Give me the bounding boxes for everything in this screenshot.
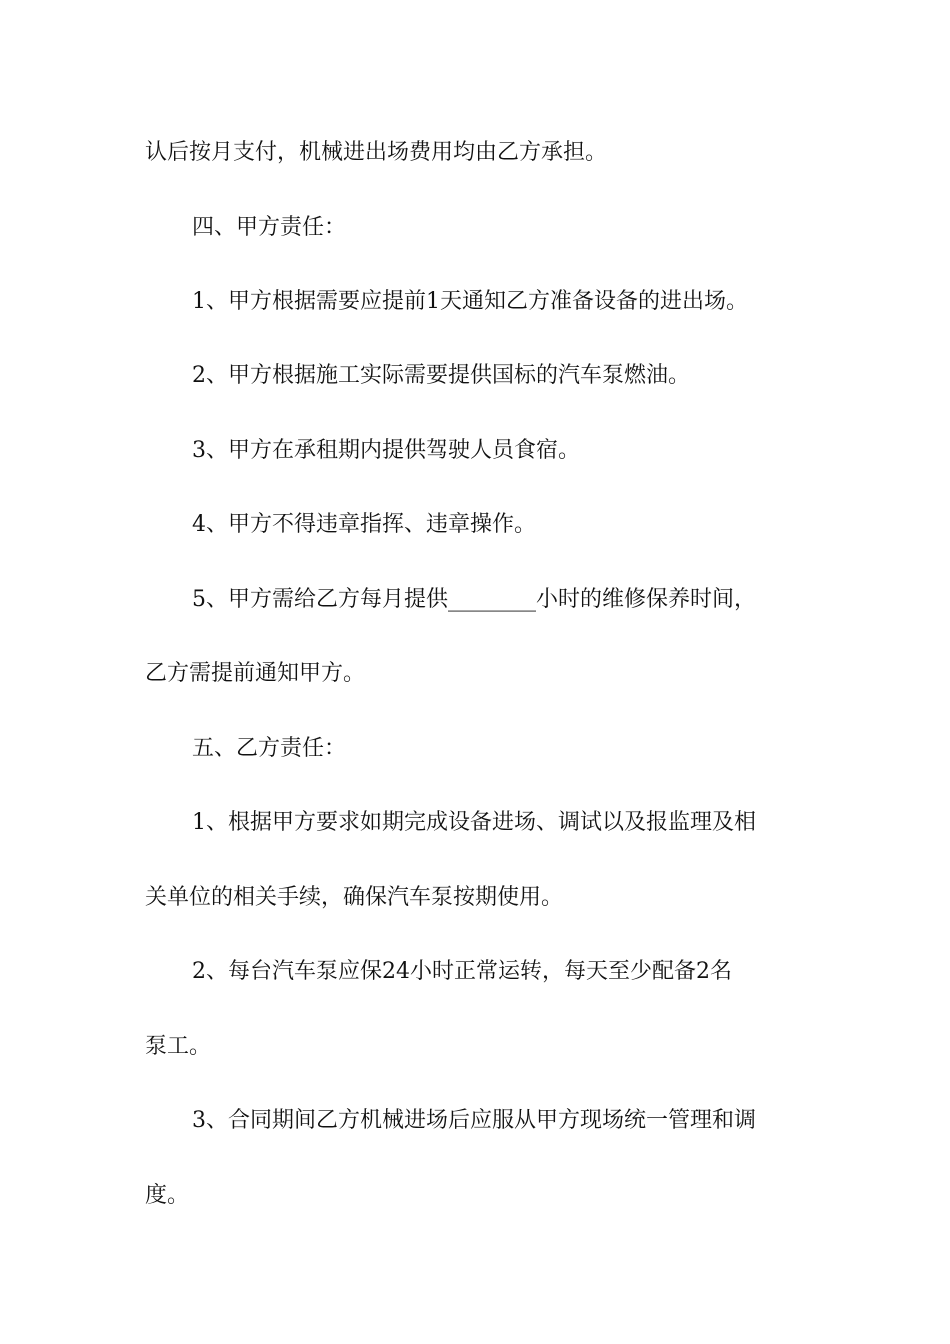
- paragraph-line: 度。: [145, 1183, 190, 1208]
- paragraph-line: 2、每台汽车泵应保24小时正常运转，每天至少配备2名: [192, 959, 732, 984]
- paragraph-line: 认后按月支付，机械进出场费用均由乙方承担。: [145, 140, 608, 165]
- section-heading-party-a: 四、甲方责任：: [192, 215, 347, 240]
- paragraph-line: 5、甲方需给乙方每月提供________小时的维修保养时间，: [192, 587, 756, 612]
- paragraph-line: 乙方需提前通知甲方。: [145, 661, 366, 686]
- paragraph-line: 关单位的相关手续，确保汽车泵按期使用。: [145, 885, 564, 910]
- paragraph-line: 2、甲方根据施工实际需要提供国标的汽车泵燃油。: [192, 363, 690, 388]
- paragraph-line: 1、甲方根据需要应提前1天通知乙方准备设备的进出场。: [192, 289, 748, 314]
- paragraph-line: 3、甲方在承租期内提供驾驶人员食宿。: [192, 438, 580, 463]
- paragraph-line: 4、甲方不得违章指挥、违章操作。: [192, 512, 536, 537]
- paragraph-line: 1、根据甲方要求如期完成设备进场、调试以及报监理及相: [192, 810, 756, 835]
- paragraph-line: 泵工。: [145, 1034, 212, 1059]
- paragraph-line: 3、合同期间乙方机械进场后应服从甲方现场统一管理和调: [192, 1108, 756, 1133]
- section-heading-party-b: 五、乙方责任：: [192, 736, 347, 761]
